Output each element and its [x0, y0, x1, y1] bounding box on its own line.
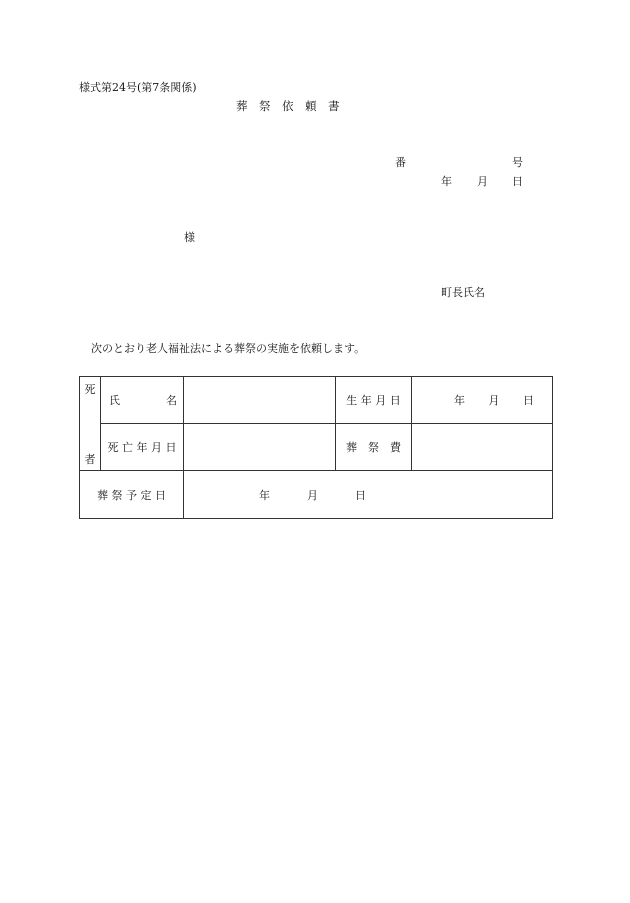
- birth-date-value-cell[interactable]: [412, 377, 553, 424]
- scheduled-date-value-cell[interactable]: [184, 471, 553, 519]
- funeral-cost-label: 葬 祭 費: [336, 424, 412, 471]
- deceased-label-char-2: 者: [84, 452, 96, 466]
- deceased-label-char-1: 死: [84, 382, 96, 396]
- doc-number-ban-label: 番: [395, 156, 406, 169]
- birth-month-label: 月: [488, 394, 500, 407]
- name-value-cell[interactable]: [184, 377, 336, 424]
- birth-date-label: 生 年 月 日: [336, 377, 412, 424]
- scheduled-year-label: 年: [259, 488, 270, 502]
- funeral-cost-value-cell[interactable]: [412, 424, 553, 471]
- deceased-label-cell: [80, 377, 101, 471]
- body-request-text: 次のとおり老人福祉法による葬祭の実施を依頼します。: [91, 342, 366, 355]
- death-date-value-cell[interactable]: [184, 424, 336, 471]
- document-title: 葬 祭 依 頼 書: [236, 99, 340, 113]
- birth-year-label: 年: [454, 394, 465, 407]
- addressee-suffix: 様: [184, 231, 195, 244]
- scheduled-date-label: 葬 祭 予 定 日: [80, 471, 184, 519]
- name-label-char-a: 氏: [109, 394, 120, 407]
- sender-mayor-name-label: 町長氏名: [441, 286, 485, 299]
- name-label-char-b: 名: [166, 394, 177, 407]
- name-label-cell: [101, 377, 184, 424]
- doc-date-day-label: 日: [512, 175, 523, 188]
- death-date-label: 死 亡 年 月 日: [101, 424, 184, 471]
- doc-date-month-label: 月: [477, 175, 488, 188]
- scheduled-day-label: 日: [355, 488, 366, 502]
- doc-number-go-label: 号: [512, 156, 523, 169]
- doc-date-year-label: 年: [441, 175, 452, 188]
- funeral-request-table: [79, 376, 553, 519]
- form-number: 様式第24号(第7条関係): [79, 81, 197, 94]
- scheduled-month-label: 月: [307, 488, 318, 502]
- birth-day-label: 日: [523, 394, 534, 407]
